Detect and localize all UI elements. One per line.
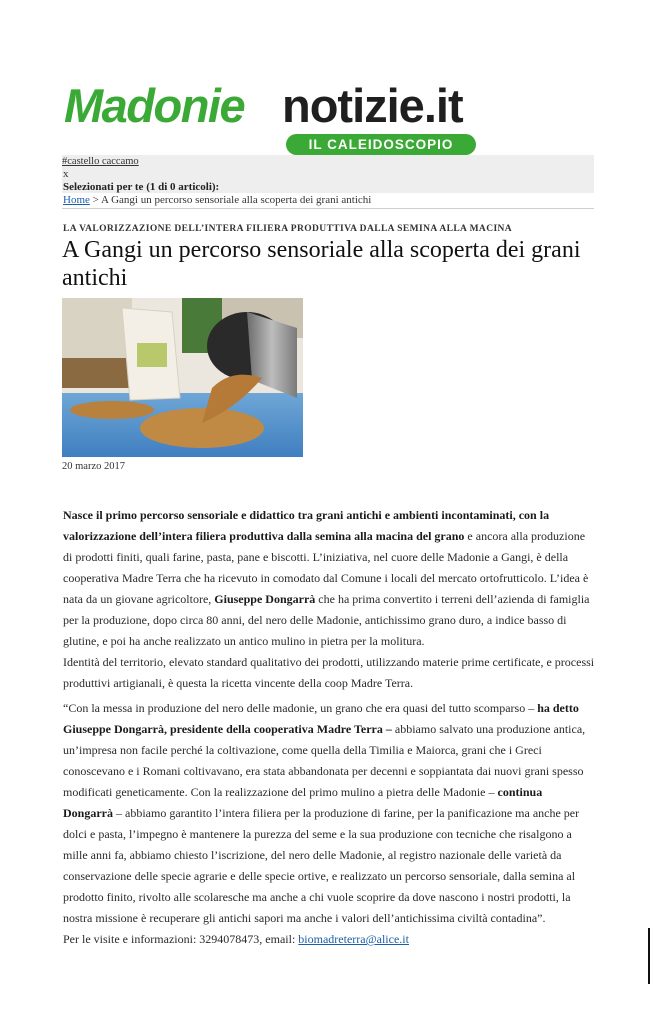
quote-text-a: “Con la messa in produzione del nero delle madonie, un grano che era quasi del tutto scomparso – bbox=[63, 701, 538, 715]
paragraph-1-text-a: e ancora alla produzione di prodotti finiti, quali farine, pasta, pane e biscotti. L’iniziativa, nel cuore delle Madonie a Gangi, è della cooperativa Madre Terra che ha ricevuto in comodato dal Comune i locali del mercato ortofrutticolo. L’idea è nata da un giovane agricoltore, bbox=[63, 529, 589, 606]
edge-line bbox=[648, 928, 650, 984]
paragraph-3 bbox=[63, 698, 595, 929]
person-name: Giuseppe Dongarrà bbox=[214, 592, 316, 606]
breadcrumb-home-link[interactable]: Home bbox=[63, 194, 90, 206]
divider bbox=[62, 208, 594, 209]
quote-text-b: abbiamo salvato una produzione antica, un’impresa non facile perché la coltivazione, come quella della Timilia e Maiorca, grani che i Greci conoscevano e i Romani coltivavano, era stata abbandonata per decenni e soppiantata dai nuovi grani spesso modificati geneticamente. Con la realizzazione del primo mulino a pietra delle Madonie – bbox=[63, 722, 586, 799]
paragraph-2: Identità del territorio, elevato standard qualitativo dei prodotti, utilizzando materie prime certificate, e processi produttivi artigianali, è questa la ricetta vincente della coop Madre Terra. bbox=[63, 655, 595, 690]
email-link[interactable]: biomadreterra@alice.it bbox=[298, 932, 409, 946]
quote-attribution: ha detto Giuseppe Dongarrà, presidente della cooperativa Madre Terra – bbox=[63, 701, 579, 736]
paragraph-1-lead: Nasce il primo percorso sensoriale e didattico tra grani antichi e ambienti incontaminati, con la valorizzazione dell’intera filiera produttiva dalla semina alla macina del grano bbox=[63, 508, 550, 543]
logo-tagline: IL CALEIDOSCOPIO bbox=[286, 134, 476, 155]
paragraph-4 bbox=[63, 929, 595, 950]
article-title: A Gangi un percorso sensoriale alla scoperta dei grani antichi bbox=[62, 237, 581, 291]
site-logo[interactable] bbox=[64, 76, 494, 158]
quote-continues: continua Dongarrà bbox=[63, 785, 543, 820]
close-button[interactable]: x bbox=[63, 168, 69, 180]
tag-link[interactable]: #castello caccamo bbox=[62, 156, 139, 167]
quote-text-c: – abbiamo garantito l’intera filiera per la produzione di farine, per la panificazione ma anche per dolci e pasta, l’impegno è mantenere la purezza del seme e la sua produzione con tecniche che risalgono a mille anni fa, abbiamo chiesto l’iscrizione, del nero delle Madonie, al registro nazionale delle varietà da conservazione delle specie agrarie e delle specie ortive, e realizzato un percorso sensoriale, dalla semina al prodotto finito, rivolto alle scolaresche ma anche a chi vuole scoprire da dove nascono i nostri prodotti, la nostra missione è recuperare gli antichi sapori ma anche i valori dell’antichissima civiltà contadina”. bbox=[63, 806, 580, 925]
article-kicker: LA VALORIZZAZIONE DELL’INTERA FILIERA PRODUTTIVA DALLA SEMINA ALLA MACINA bbox=[63, 224, 513, 234]
paragraph-1 bbox=[63, 505, 595, 652]
article-date: 20 marzo 2017 bbox=[62, 461, 125, 472]
breadcrumb-separator: > bbox=[89, 194, 101, 206]
logo-notizie-text: notizie.it bbox=[282, 79, 463, 132]
contact-text: Per le visite e informazioni: 3294078473, email: bbox=[63, 932, 299, 946]
breadcrumb bbox=[63, 194, 371, 206]
article-photo bbox=[62, 298, 303, 457]
logo-madonie-text: Madonie bbox=[64, 79, 245, 132]
breadcrumb-current: A Gangi un percorso sensoriale alla scoperta dei grani antichi bbox=[101, 194, 372, 206]
paragraph-1-text-b: che ha prima convertito i terreni dell’azienda di famiglia per la produzione, dopo circa 80 anni, del nero delle Madonie, antichissimo grano duro, a indice basso di glutine, e poi ha anche realizzato un antico mulino in pietra per la molitura. bbox=[63, 592, 590, 648]
selected-articles-label: Selezionati per te (1 di 0 articoli): bbox=[63, 181, 220, 193]
article-body bbox=[63, 505, 595, 950]
